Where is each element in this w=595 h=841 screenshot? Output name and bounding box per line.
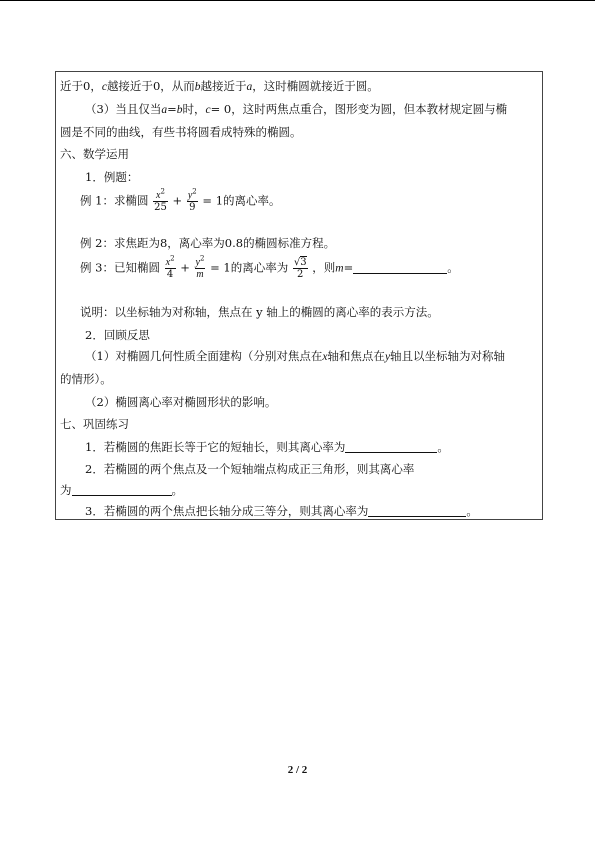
var: b xyxy=(194,81,201,93)
denominator: m xyxy=(196,269,204,280)
fraction xyxy=(195,254,206,280)
denominator: 2 xyxy=(297,269,304,280)
answer-blank xyxy=(368,505,466,517)
exercise-1 xyxy=(85,440,449,454)
exponent: 2 xyxy=(170,254,175,263)
text: 的离心率为 xyxy=(230,260,289,275)
example-2: 例 2：求焦距为8，离心率为0.8的椭圆标准方程。 xyxy=(80,236,336,250)
text: 0 xyxy=(152,79,161,93)
text: ，从而 xyxy=(160,79,195,93)
text: 1．若椭圆的焦距长等于它的短轴长，则其离心率为 xyxy=(85,440,346,454)
text: 越接近于 xyxy=(200,79,247,93)
text: ，则 xyxy=(312,260,336,275)
exercise-3 xyxy=(85,504,478,518)
line-1 xyxy=(60,79,379,94)
example-1 xyxy=(80,187,281,213)
var: m xyxy=(335,262,344,275)
review-heading: 2．回顾反思 xyxy=(85,328,150,342)
var: y xyxy=(187,190,193,201)
text: 例 3：已知椭圆 xyxy=(80,260,160,275)
radicand: 3 xyxy=(300,257,307,268)
denominator: 9 xyxy=(189,202,196,213)
text: 例 1：求椭圆 xyxy=(80,193,149,208)
note: 说明：以坐标轴为对称轴，焦点在 y 轴上的椭圆的离心率的表示方法。 xyxy=(80,305,439,319)
section-heading-7: 七、巩固练习 xyxy=(60,417,129,431)
review-1 xyxy=(85,349,505,364)
text: 。 xyxy=(447,260,459,275)
text: （1）对椭圆几何性质全面建构（分别对焦点在 xyxy=(85,349,323,363)
text: ，这时椭圆就接近于圆。 xyxy=(252,79,379,93)
example-3 xyxy=(80,254,459,280)
text: = xyxy=(167,102,177,116)
var: x xyxy=(322,351,328,363)
text: 。 xyxy=(466,504,478,518)
text: ， xyxy=(90,79,102,93)
var: a xyxy=(246,81,253,93)
fraction: $\frac{√3}{2}$ xyxy=(293,257,307,280)
section-heading-6: 六、数学运用 xyxy=(60,147,129,161)
text: 3．若椭圆的两个焦点把长轴分成三等分，则其离心率为 xyxy=(85,504,369,518)
text: 的离心率。 xyxy=(223,193,281,208)
text: ，这时两焦点重合，图形变为圆，但本教材规定圆与椭 xyxy=(231,102,508,116)
var: x xyxy=(165,257,171,268)
page-number: 2 / 2 xyxy=(287,764,308,776)
text: 时， xyxy=(182,102,206,116)
denominator: 25 xyxy=(154,202,167,213)
exponent: 2 xyxy=(192,187,197,196)
text: = xyxy=(343,260,354,275)
exercise-2: 2．若椭圆的两个焦点及一个短轴端点构成正三角形，则其离心率 xyxy=(85,462,415,476)
text: 。 xyxy=(171,483,183,497)
text: 轴且以坐标轴为对称轴 xyxy=(390,349,506,363)
answer-blank xyxy=(72,484,172,496)
review-2: （2）椭圆离心率对椭圆形状的影响。 xyxy=(85,395,277,409)
review-1-cont: 的情形）。 xyxy=(60,372,112,386)
fraction xyxy=(153,187,168,213)
text: = 0 xyxy=(210,102,232,116)
fraction xyxy=(165,254,176,280)
var: c xyxy=(101,81,107,93)
var: y xyxy=(195,257,200,268)
example-heading: 1．例题： xyxy=(85,170,139,184)
text: 轴和焦点在 xyxy=(327,349,385,363)
text: 。 xyxy=(437,440,449,454)
exponent: 2 xyxy=(199,254,205,263)
line-2 xyxy=(85,102,507,117)
answer-blank xyxy=(353,262,447,274)
top-rule xyxy=(0,0,595,1)
text: 越接近于 xyxy=(106,79,153,93)
denominator: 4 xyxy=(166,269,174,280)
answer-blank xyxy=(345,441,437,453)
var: x xyxy=(156,190,161,201)
text: 近于 xyxy=(60,79,83,93)
exponent: 2 xyxy=(160,187,165,196)
var: c xyxy=(205,104,211,116)
var: b xyxy=(176,104,183,116)
text: 为 xyxy=(60,483,72,497)
text: = 1 xyxy=(210,260,231,275)
text: （3）当且仅当 xyxy=(85,102,162,116)
fraction xyxy=(187,187,198,213)
text: + xyxy=(172,193,183,208)
text: 0 xyxy=(83,79,91,93)
line-3: 圆是不同的曲线，有些书将圆看成特殊的椭圆。 xyxy=(60,125,302,139)
exercise-2-cont xyxy=(60,483,183,497)
text: = 1 xyxy=(202,193,224,208)
var: y xyxy=(384,351,391,363)
var: a xyxy=(161,104,168,116)
text: + xyxy=(180,260,190,275)
